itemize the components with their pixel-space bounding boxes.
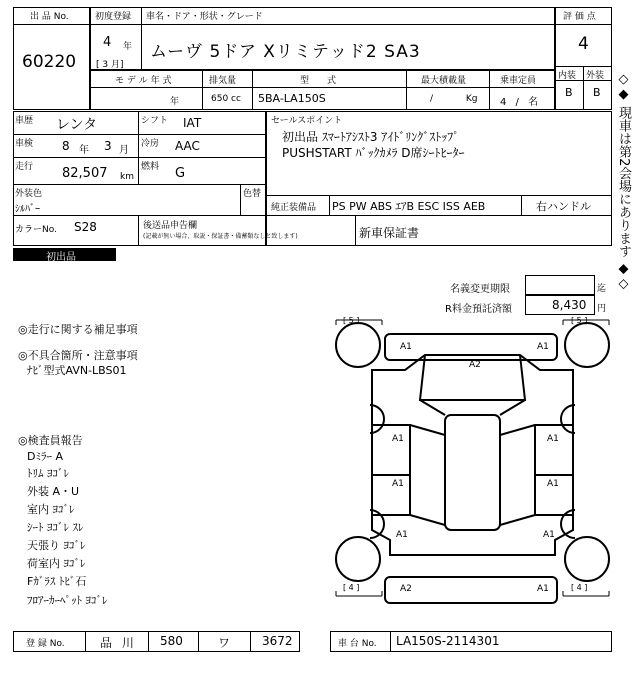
- first-reg-label: 初度登録: [95, 12, 132, 22]
- mark-right-front-door: A1: [547, 434, 559, 444]
- history-label: 車歴: [15, 116, 34, 126]
- recycle-suffix: 円: [597, 304, 607, 314]
- score-value: 4: [578, 34, 589, 54]
- mark-left-front-door: A1: [392, 434, 404, 444]
- plate-area: 品 川: [100, 636, 137, 650]
- score-label: 評 価 点: [563, 12, 596, 22]
- shift-value: IAT: [183, 116, 202, 130]
- model-year-unit: 年: [170, 97, 180, 107]
- lot-number: 60220: [22, 52, 77, 72]
- type-value: 5BA-LA150S: [258, 92, 326, 105]
- exterior-label: 外装: [586, 71, 605, 81]
- running-notes-title: ◎走行に関する補足事項: [18, 323, 138, 336]
- inspection-month: 3: [104, 139, 112, 153]
- color-change-label: 色替: [243, 189, 262, 199]
- type-label: 型 式: [300, 76, 337, 86]
- mileage-label: 走行: [15, 162, 34, 172]
- capacity-label: 乗車定員: [500, 76, 537, 86]
- inspector-line: 室内 ﾖｺﾞﾚ: [27, 503, 75, 516]
- tire-rear-right: [ 4 ]: [571, 583, 588, 592]
- color-no-label: カラーNo.: [15, 225, 57, 235]
- defect-notes-title: ◎不具合箇所・注意事項: [18, 349, 138, 362]
- inspection-year-unit: 年: [79, 145, 89, 156]
- mark-hood: A2: [469, 360, 481, 370]
- equipment-value: PS PW ABS ｴｱB ESC ISS AEB: [332, 200, 486, 213]
- ac-label: 冷房: [141, 139, 160, 149]
- first-reg-month: [ 3 月]: [96, 60, 124, 70]
- recycle-label: R料金預託済額: [445, 304, 512, 315]
- mark-front-right: A1: [537, 342, 549, 352]
- mark-front-left: A1: [400, 342, 412, 352]
- first-listing-badge-text: 初出品: [46, 252, 76, 263]
- inspector-line: ｼｰﾄ ﾖｺﾞﾚ ｽﾚ: [27, 521, 84, 534]
- first-reg-year: 4: [103, 35, 112, 50]
- name-change-label: 名義変更期限: [450, 284, 510, 295]
- fuel-value: G: [175, 166, 186, 181]
- inspector-line: ﾌﾛｱｰｶｰﾍﾟｯﾄ ﾖｺﾞﾚ: [27, 594, 108, 607]
- mark-rear-bumper-left: A2: [400, 584, 412, 594]
- name-change-suffix: 迄: [597, 284, 607, 294]
- inspection-month-unit: 月: [119, 145, 129, 156]
- after-label: 後送品申告欄: [143, 221, 198, 231]
- inspector-title: ◎検査員報告: [18, 434, 83, 447]
- sales-line-2: PUSHSTART ﾊﾞｯｸｶﾒﾗ D席ｼｰﾄﾋｰﾀｰ: [282, 146, 465, 160]
- recycle-value: 8,430: [552, 298, 587, 312]
- inspector-line: Dﾐﾗｰ A: [27, 450, 63, 463]
- interior-label: 内装: [558, 71, 577, 81]
- mark-left-rear-door: A1: [392, 479, 404, 489]
- inspector-line: 外装 A・U: [27, 485, 80, 498]
- displacement-label: 排気量: [209, 76, 237, 86]
- defect-notes-line: ﾅﾋﾞ型式AVN-LBS01: [27, 364, 127, 377]
- car-name-label: 車名・ドア・形状・グレード: [146, 12, 263, 22]
- mark-rear-bumper-right: A1: [537, 584, 549, 594]
- fuel-label: 燃料: [141, 162, 160, 172]
- car-name: ムーヴ 5ドア Xリミテッド2 SA3: [150, 42, 421, 62]
- mileage-unit: km: [120, 172, 134, 182]
- plate-class: 580: [160, 634, 183, 648]
- capacity-value: 4 / 名: [500, 97, 539, 108]
- displacement-value: 650 cc: [211, 94, 241, 104]
- sales-label: セールスポイント: [271, 116, 343, 126]
- tire-front-right: [ 5 ]: [571, 316, 588, 325]
- name-change-box: [525, 275, 595, 295]
- inspection-label: 車検: [15, 139, 34, 149]
- tire-front-left: [ 5 ]: [343, 316, 360, 325]
- year-unit: 年: [123, 42, 133, 52]
- model-year-label: モ デ ル 年 式: [115, 76, 172, 86]
- ac-value: AAC: [175, 139, 200, 153]
- equipment-label: 純正装備品: [271, 203, 317, 213]
- warranty-value: 新車保証書: [359, 226, 420, 240]
- inspection-year: 8: [62, 139, 70, 153]
- inspector-line: Fｶﾞﾗｽ ﾄﾋﾞ石: [27, 575, 87, 588]
- venue-banner-text: ◇◆ 現車は第2会場にあります ◆◇: [616, 72, 631, 292]
- load-value: / Kg: [430, 94, 478, 104]
- inspector-line: ﾄﾘﾑ ﾖｺﾞﾚ: [27, 467, 69, 480]
- chassis-number: LA150S-2114301: [396, 634, 500, 648]
- sales-line-1: 初出品 ｽﾏｰﾄｱｼｽﾄ3 ｱｲﾄﾞﾘﾝｸﾞｽﾄｯﾌﾟ: [282, 130, 460, 144]
- exterior-color-value: ｼﾙﾊﾞｰ: [15, 204, 40, 215]
- mark-right-rear: A1: [543, 530, 555, 540]
- venue-banner: [613, 72, 633, 372]
- registration-label: 登 録 No.: [26, 639, 65, 649]
- mark-right-rear-door: A1: [547, 479, 559, 489]
- plate-number: 3672: [262, 634, 293, 648]
- after-note: (記載が無い場合、取説・保証書・備蓄類なしと致します): [143, 233, 298, 240]
- inspector-line: 荷室内 ﾖｺﾞﾚ: [27, 557, 86, 570]
- mark-left-rear: A1: [396, 530, 408, 540]
- interior-grade: B: [565, 86, 573, 99]
- plate-kana: ワ: [218, 636, 231, 650]
- tire-rear-left: [ 4 ]: [343, 583, 360, 592]
- mileage-value: 82,507: [62, 166, 108, 181]
- color-no-value: S28: [74, 220, 97, 234]
- exterior-grade: B: [593, 86, 601, 99]
- inspector-line: 天張り ﾖｺﾞﾚ: [27, 539, 86, 552]
- history-value: レンタ: [56, 117, 98, 133]
- chassis-label: 車 台 No.: [338, 639, 377, 649]
- load-label: 最大積載量: [421, 76, 467, 86]
- shift-label: シフト: [141, 116, 169, 126]
- lot-label: 出 品 No.: [30, 12, 69, 22]
- handle-value: 右ハンドル: [536, 200, 591, 213]
- exterior-color-label: 外装色: [15, 189, 43, 199]
